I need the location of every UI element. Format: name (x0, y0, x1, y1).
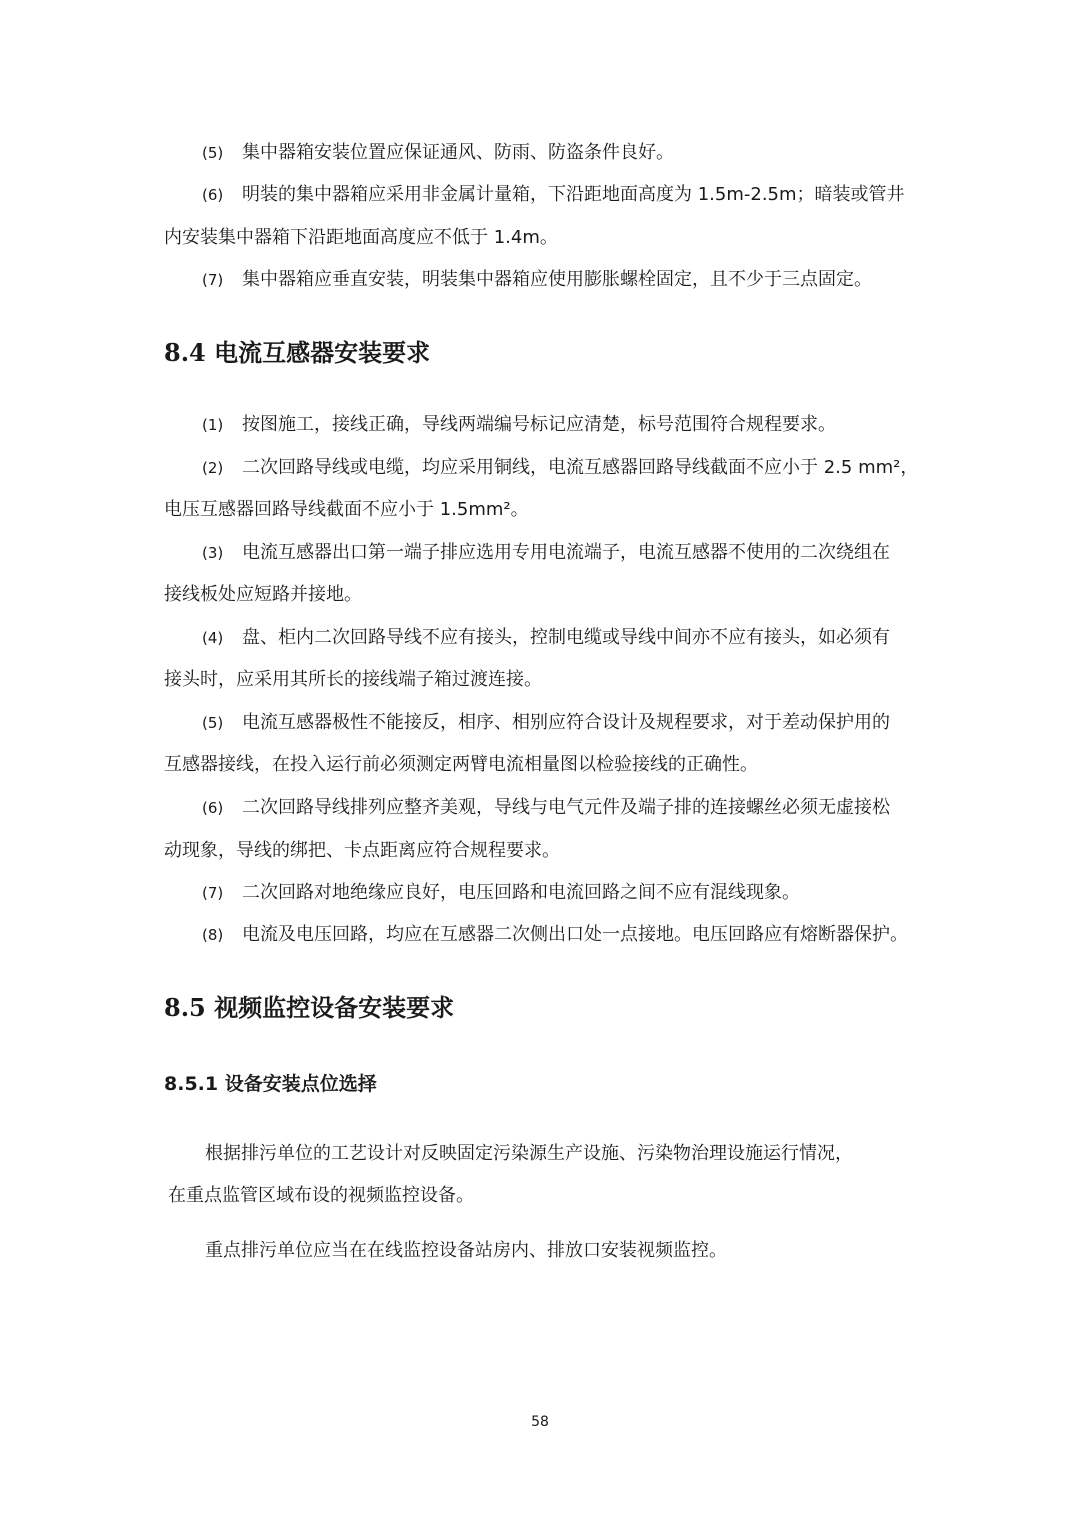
list-item-continuation: 接线板处应短路并接地。 (164, 584, 362, 605)
list-item: (4) 盘、柜内二次回路导线不应有接头，控制电缆或导线中间亦不应有接头，如必须有 (202, 627, 890, 648)
list-item-continuation: 内安装集中器箱下沿距地面高度应不低于 1.4m。 (164, 227, 558, 248)
section-heading-8-4: 8.4 电流互感器安装要求 (164, 338, 431, 367)
list-item: (2) 二次回路导线或电缆，均应采用铜线，电流互感器回路导线截面不应小于 2.5 mm²， (202, 457, 919, 478)
list-item: (5) 集中器箱安装位置应保证通风、防雨、防盗条件良好。 (202, 142, 674, 163)
subsection-heading-8-5-1: 8.5.1 设备安装点位选择 (164, 1073, 377, 1095)
paragraph-line: 根据排污单位的工艺设计对反映固定污染源生产设施、污染物治理设施运行情况， (205, 1143, 853, 1164)
list-item: (6) 明装的集中器箱应采用非金属计量箱，下沿距地面高度为 1.5m-2.5m；暗装或管井 (202, 184, 905, 205)
paragraph-line: 在重点监管区域布设的视频监控设备。 (168, 1185, 474, 1206)
list-item: (7) 二次回路对地绝缘应良好，电压回路和电流回路之间不应有混线现象。 (202, 882, 800, 903)
page-number: 58 (531, 1414, 549, 1430)
list-item-continuation: 动现象，导线的绑把、卡点距离应符合规程要求。 (164, 840, 560, 861)
paragraph-line: 重点排污单位应当在在线监控设备站房内、排放口安装视频监控。 (205, 1240, 727, 1261)
list-item: (8) 电流及电压回路，均应在互感器二次侧出口处一点接地。电压回路应有熔断器保护。 (202, 924, 908, 945)
section-heading-8-5: 8.5 视频监控设备安装要求 (164, 993, 455, 1022)
list-item: (5) 电流互感器极性不能接反，相序、相别应符合设计及规程要求，对于差动保护用的 (202, 712, 890, 733)
list-item-continuation: 接头时，应采用其所长的接线端子箱过渡连接。 (164, 669, 542, 690)
list-item: (7) 集中器箱应垂直安装，明装集中器箱应使用膨胀螺栓固定，且不少于三点固定。 (202, 269, 872, 290)
list-item: (6) 二次回路导线排列应整齐美观，导线与电气元件及端子排的连接螺丝必须无虚接松 (202, 797, 890, 818)
list-item-continuation: 互感器接线，在投入运行前必须测定两臂电流相量图以检验接线的正确性。 (164, 754, 758, 775)
list-item: (1) 按图施工，接线正确，导线两端编号标记应清楚，标号范围符合规程要求。 (202, 414, 836, 435)
list-item: (3) 电流互感器出口第一端子排应选用专用电流端子，电流互感器不使用的二次绕组在 (202, 542, 890, 563)
list-item-continuation: 电压互感器回路导线截面不应小于 1.5mm²。 (164, 499, 529, 520)
